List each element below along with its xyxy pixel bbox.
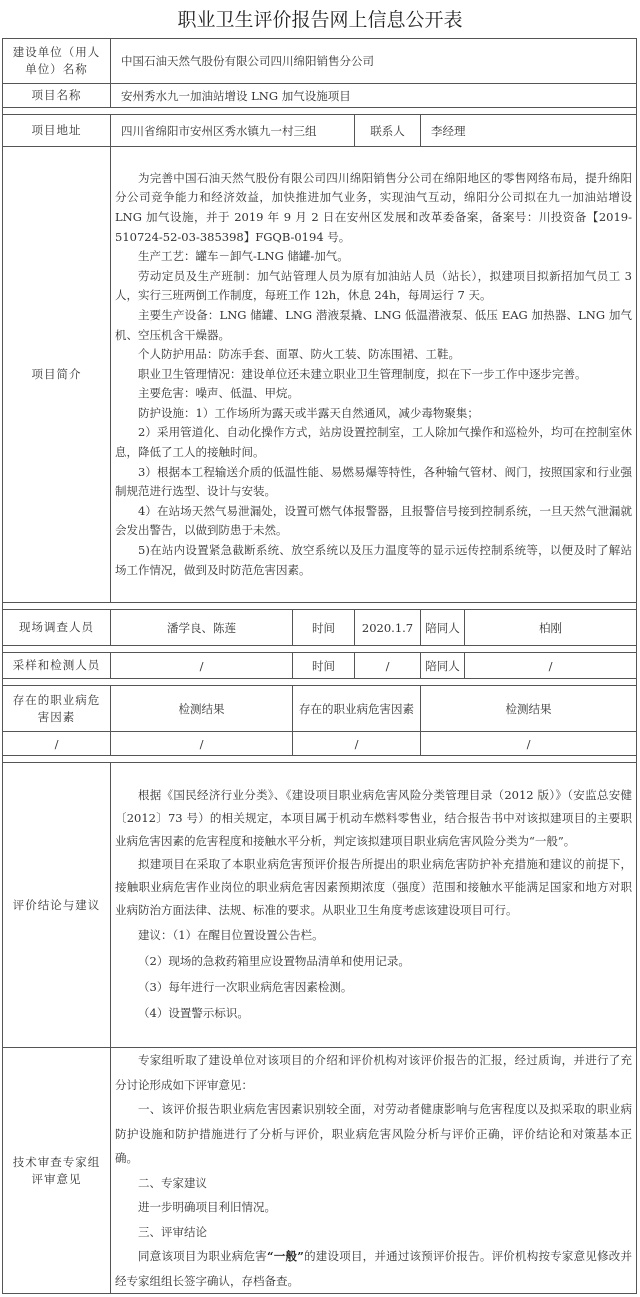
hazard-factor-header: 存在的职业病危害因素 [3,686,111,732]
survey-time-value: 2020.1.7 [355,610,421,646]
hazard-factor-value-2: / [293,732,421,756]
hazards-value-row [3,732,637,756]
detection-result-header: 检测结果 [111,686,293,732]
survey-row [3,610,637,646]
hazards-header-row [3,686,637,732]
suggestion-item: 建议：（1）在醒目位置设置公告栏。 [138,928,324,942]
sampling-time-label: 时间 [293,653,355,679]
sampling-companion-value: / [465,653,637,679]
address-row [3,115,637,147]
evaluation-paragraph: 拟建项目在采取了本职业病危害预评价报告所提出的职业病危害防护补充措施和建议的前提下，接触职业病危害作业岗位的职业病危害因素预期浓度（强度）范围和接触水平能满足国家和地方对职业病防治方面法律、法规、标准的要求。从职业卫生角度考虑该建设项目可行。 [115,857,632,917]
intro-row [3,147,637,603]
contact-value: 李经理 [421,115,637,147]
address-value: 四川省绵阳市安州区秀水镇九一村三组 [111,115,355,147]
intro-paragraph: 生产工艺：罐车－卸气-LNG 储罐-加气。 [138,249,349,264]
survey-value: 潘学良、陈莲 [111,610,293,646]
review-paragraph: 三、评审结论 [138,1224,207,1239]
review-paragraph: 一、该评价报告职业病危害因素识别较全面，对劳动者健康影响与危害程度以及拟采取的职业病防护设施和防护措施进行了分析与评价，职业病危害风险分析与评价正确，评价结论和对策基本正确。 [115,1102,632,1165]
unit-label: 建设单位（用人单位）名称 [3,39,111,84]
intro-paragraph: 主要生产设备：LNG 储罐、LNG 潜液泵撬、LNG 低温潜液泵、低压 EAG 加热器、LNG 加气机、空压机含干燥器。 [115,307,632,342]
project-name-value: 安州秀水九一加油站增设 LNG 加气设施项目 [111,84,637,108]
intro-paragraph: 为完善中国石油天然气股份有限公司四川绵阳销售分公司在绵阳地区的零售网络布局，提升绵阳分公司竞争能力和经济效益，加快推进加气业务，实现油气互动，绵阳分公司拟在九一加油站增设 LNG 加气设施，并于 2019 年 9 月 2 日在安州区发展和改革委备案，备案号：川投资备【2019-510724-52-03-385398】FGQB-0194 号。 [115,170,632,244]
evaluation-label: 评价结论与建议 [3,763,111,1048]
sampling-time-value: / [355,653,421,679]
review-label: 技术审查专家组评审意见 [3,1048,111,1294]
detection-result-header-2: 检测结果 [421,686,637,732]
detection-result-value: / [111,732,293,756]
intro-paragraph: 2）采用管道化、自动化操作方式，站房设置控制室，工人除加气操作和巡检外，均可在控制室休息，降低了工人的接触时间。 [115,425,632,460]
sampling-companion-label: 陪同人 [421,653,465,679]
intro-paragraph: 5)在站内设置紧急截断系统、放空系统以及压力温度等的显示远传控制系统等，以便及时了解站场工作情况，做到及时防范危害因素。 [115,543,632,577]
contact-label: 联系人 [355,115,421,147]
evaluation-content [111,763,637,1048]
review-conclusion-part: 同意该项目为职业病危害 [138,1249,267,1263]
review-conclusion [115,1244,632,1293]
intro-content [111,147,637,603]
address-label: 项目地址 [3,115,111,147]
evaluation-row [3,763,637,1048]
survey-time-label: 时间 [293,610,355,646]
risk-level-emphasis: “一般” [266,1249,304,1263]
review-row [3,1048,637,1294]
sampling-row [3,653,637,679]
evaluation-paragraph: 根据《国民经济行业分类》、《建设项目职业病危害风险分类管理目录（2012 版）》（安监总安健〔2012〕73 号）的相关规定，本项目属于机动车燃料零售业，结合报告书中对该拟建项目的主要职业病危害因素的危害程度和接触水平分析，判定该拟建项目职业病危害风险分类为“一般”。 [115,788,632,848]
sampling-label: 采样和检测人员 [3,653,111,679]
review-paragraph: 二、专家建议 [138,1175,207,1190]
hazard-factor-header-2: 存在的职业病危害因素 [293,686,421,732]
review-content [111,1048,637,1294]
suggestion-item: （2）现场的急救药箱里应设置物品清单和使用记录。 [138,954,410,968]
review-conclusion-part: 的建设项目，并通过该预评价报告。评价机构按专家意见修改并经专家组组长签字确认，存档备查。 [115,1249,633,1288]
disclosure-table [2,38,637,1294]
sampling-value: / [111,653,293,679]
intro-paragraph: 3）根据本工程输送介质的低温性能、易燃易爆等特性，各种输气管材、阀门，按照国家和行业强制规范进行选型、设计与安装。 [115,464,632,499]
hazard-factor-value: / [3,732,111,756]
survey-companion-value: 柏刚 [465,610,637,646]
suggestion-item: （3）每年进行一次职业病危害因素检测。 [138,980,353,994]
intro-label: 项目简介 [3,147,111,603]
intro-paragraph: 主要危害：噪声、低温、甲烷。 [138,386,299,401]
intro-paragraph: 劳动定员及生产班制：加气站管理人员为原有加油站人员（站长），拟建项目拟新招加气员工 3 人，实行三班两倒工作制度，每班工作 12h，休息 24h，每周运行 7 天。 [115,268,632,303]
intro-paragraph: 4）在站场天然气易泄漏处，设置可燃气体报警器，且报警信号接到控制系统，一旦天然气泄漏就会发出警告，以做到防患于未然。 [115,503,632,538]
intro-paragraph: 个人防护用品：防冻手套、面罩、防火工装、防冻围裙、工鞋。 [138,347,460,362]
project-name-label: 项目名称 [3,84,111,108]
survey-companion-label: 陪同人 [421,610,465,646]
review-paragraph: 进一步明确项目利旧情况。 [138,1200,276,1214]
intro-paragraph: 职业卫生管理情况：建设单位还未建立职业卫生管理制度，拟在下一步工作中逐步完善。 [138,366,587,381]
detection-result-value-2: / [421,732,637,756]
suggestion-item: （4）设置警示标识。 [138,1006,249,1020]
unit-row [3,39,637,84]
project-name-row [3,84,637,108]
unit-value: 中国石油天然气股份有限公司四川绵阳销售分公司 [111,39,637,84]
survey-label: 现场调查人员 [3,610,111,646]
page-title: 职业卫生评价报告网上信息公开表 [177,9,463,31]
review-paragraph: 专家组听取了建设单位对该项目的介绍和评价机构对该评价报告的汇报，经过质询，并进行了充分讨论形成如下评审意见： [115,1053,632,1092]
intro-paragraph: 防护设施：1）工作场所为露天或半露天自然通风，减少毒物聚集； [138,405,479,420]
